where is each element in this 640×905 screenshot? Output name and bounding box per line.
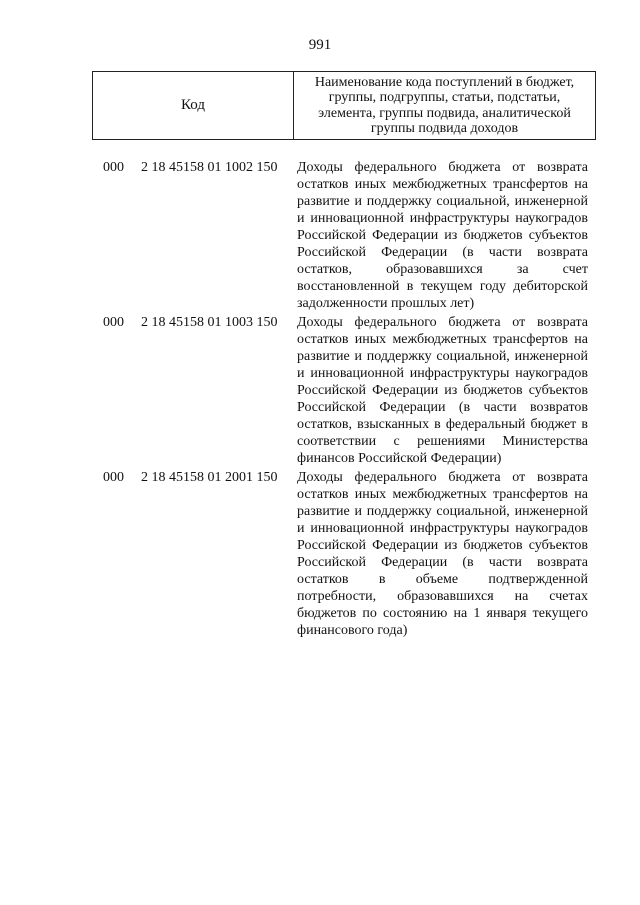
code-description: Доходы федерального бюджета от возврата остатков иных межбюджетных трансфертов на развитие и поддержку социальной, инженерной и инновационной инфраструктуры наукоградов Российской Федерации из бюджетов субъектов Российской Федерации (в части возврата остатков в объеме подтвержденной потребности, образовавшихся на счетах бюджетов по состоянию на 1 января текущего финансового года) xyxy=(297,470,588,638)
code-description: Доходы федерального бюджета от возврата остатков иных межбюджетных трансфертов на развитие и поддержку социальной, инженерной и инновационной инфраструктуры наукоградов Российской Федерации из бюджетов субъектов Российской Федерации (в части возвратов остатков, взысканных в федеральный бюджет в соответствии с решениями Министерства финансов Российской Федерации) xyxy=(297,315,588,466)
admin-code: 000 xyxy=(103,160,124,175)
table-row xyxy=(0,469,640,639)
page-number: 991 xyxy=(308,37,332,53)
table-row xyxy=(0,314,640,467)
budget-code: 2 18 45158 01 1003 150 xyxy=(141,315,278,330)
code-column-header: Код xyxy=(93,72,294,139)
table-row xyxy=(0,159,640,312)
name-column-header: Наименование кода поступлений в бюджет, группы, подгруппы, статьи, подстатьи, элемента, группы подвида, аналитической группы подвида доходов xyxy=(314,74,575,136)
income-code-list xyxy=(0,159,640,641)
admin-code: 000 xyxy=(103,315,124,330)
code-description: Доходы федерального бюджета от возврата остатков иных межбюджетных трансфертов на развитие и поддержку социальной, инженерной и инновационной инфраструктуры наукоградов Российской Федерации из бюджетов субъектов Российской Федерации (в части возврата остатков, образовавшихся за счет восстановленной в текущем году дебиторской задолженности прошлых лет) xyxy=(297,160,588,311)
budget-code: 2 18 45158 01 2001 150 xyxy=(141,470,278,485)
budget-code: 2 18 45158 01 1002 150 xyxy=(141,160,278,175)
admin-code: 000 xyxy=(103,470,124,485)
table-header xyxy=(92,71,596,140)
